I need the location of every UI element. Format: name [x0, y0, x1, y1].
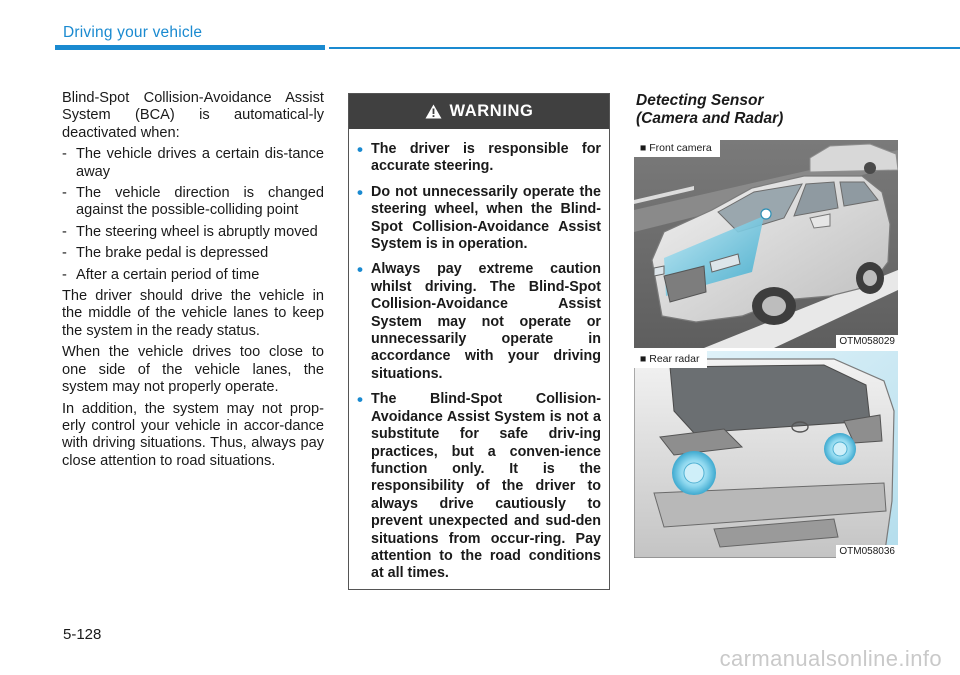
- paragraph-attention: In addition, the system may not prop-erly control your vehicle in accor-dance with driving situations. Thus, always pay close attention to road situations.: [62, 400, 324, 469]
- header-bar-thin: [329, 47, 960, 49]
- warning-item: • The Blind-Spot Collision-Avoidance Assist System is not a substitute for safe driv-ing practices, but a conven-ience function only. It is the responsibility of the driver to always drive cautiously to prevent unexpected and sud-den situations from occur-ring. Pay attention to the road conditions at all times.: [357, 390, 601, 582]
- list-item: - The steering wheel is abruptly moved: [62, 223, 318, 240]
- warning-list: [349, 129, 609, 583]
- warning-item: • The driver is responsible for accurate steering.: [357, 140, 601, 175]
- bullet-dot-icon: •: [357, 260, 363, 280]
- warning-title: WARNING: [449, 102, 534, 120]
- warning-header: [349, 94, 609, 129]
- rear-figure-code: OTM058036: [836, 545, 898, 558]
- sensor-section-title: Detecting Sensor (Camera and Radar): [636, 92, 784, 127]
- warning-box: [348, 93, 610, 590]
- deactivation-conditions-list: [62, 146, 324, 284]
- front-camera-illustration: [634, 140, 898, 348]
- warning-item: • Always pay extreme caution whilst driving. The Blind-Spot Collision-Avoidance Assist System may not operate or unnecessarily operate in accordance with your driving situations.: [357, 260, 601, 382]
- warning-item: • Do not unnecessarily operate the steering wheel, when the Blind-Spot Collision-Avoidance Assist System is in operation.: [357, 182, 601, 253]
- header-bar-thick: [55, 45, 325, 50]
- list-item: - The vehicle direction is changed against the possible-colliding point: [62, 185, 324, 219]
- front-figure-code: OTM058029: [836, 335, 898, 348]
- rear-radar-figure: [634, 351, 898, 558]
- intro-paragraph: Blind-Spot Collision-Avoidance Assist System (BCA) is automatical-ly deactivated when:: [62, 90, 324, 141]
- bullet-dot-icon: •: [357, 182, 363, 202]
- front-camera-figure: [634, 140, 898, 348]
- section-title: Driving your vehicle: [63, 24, 203, 41]
- bullet-dot-icon: •: [357, 390, 363, 410]
- rear-radar-illustration: [634, 351, 898, 558]
- paragraph-lane-side: When the vehicle drives too close to one side of the vehicle lanes, the system may not properly operate.: [62, 344, 324, 396]
- list-item: - After a certain period of time: [62, 266, 260, 283]
- page-number: 5-128: [63, 626, 102, 643]
- front-camera-label: ■ Front camera: [634, 140, 720, 157]
- list-item: - The brake pedal is depressed: [62, 245, 269, 262]
- watermark: carmanualsonline.info: [719, 646, 942, 671]
- warning-triangle-icon: [425, 104, 442, 119]
- paragraph-lane-middle: The driver should drive the vehicle in the middle of the vehicle lanes to keep the system in the ready status.: [62, 288, 324, 339]
- rear-radar-label: ■ Rear radar: [634, 351, 707, 368]
- bullet-dot-icon: •: [357, 140, 363, 159]
- left-column: [62, 90, 324, 474]
- list-item: - The vehicle drives a certain dis-tance away: [62, 146, 324, 180]
